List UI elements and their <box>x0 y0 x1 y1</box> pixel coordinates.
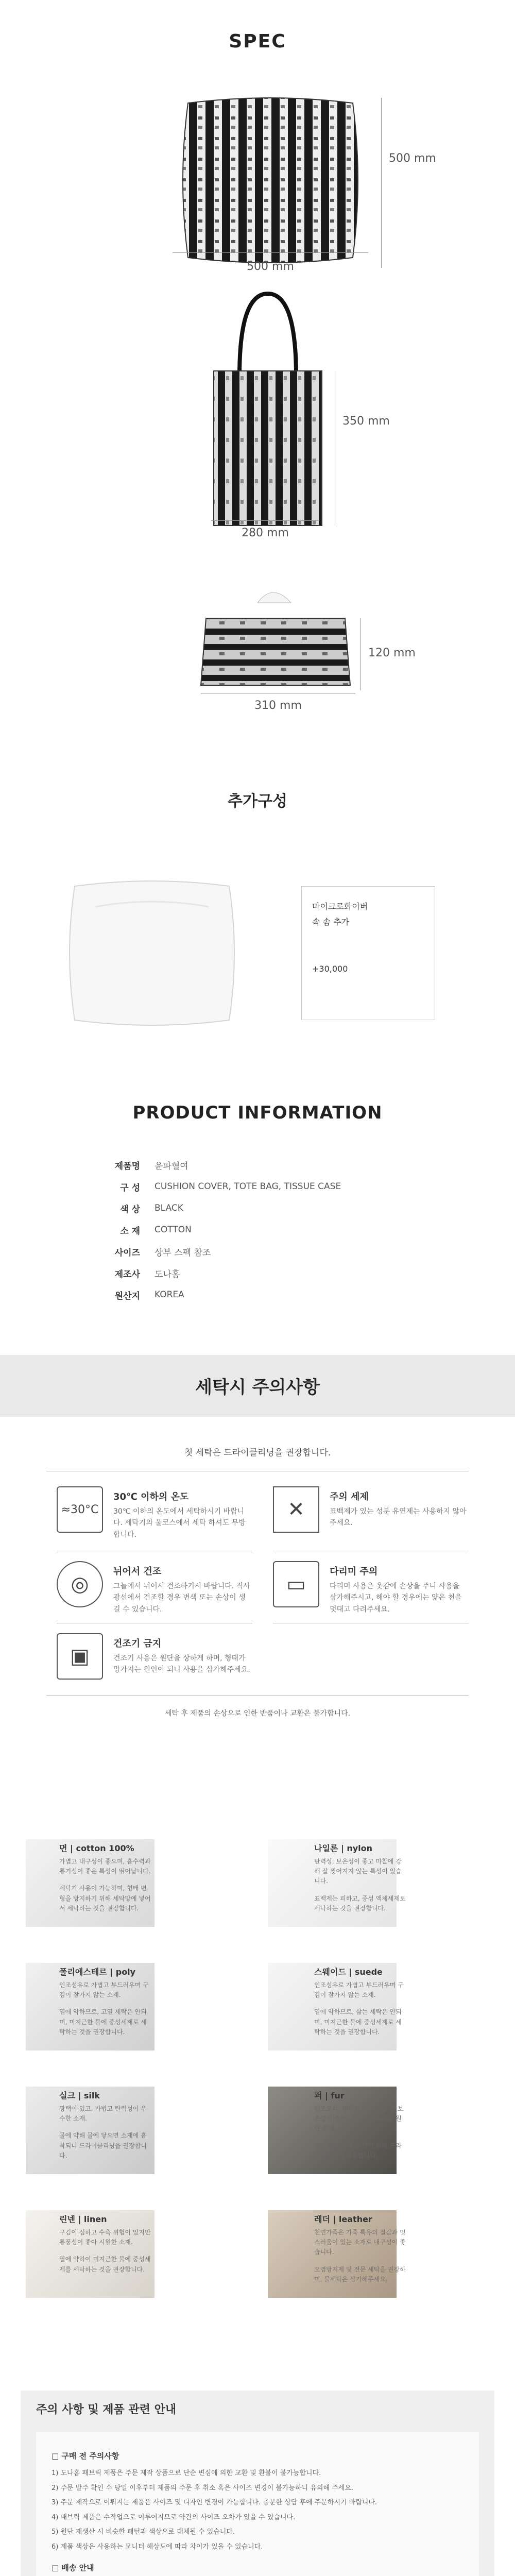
pi-key: 구 성 <box>120 1182 140 1193</box>
addon-price: +30,000 <box>312 963 348 974</box>
fabric-name: 면 <box>59 1843 67 1853</box>
fabric-sub: leather <box>338 2214 372 2224</box>
fabric-care: 털이 빠지는 것을 막기 위해 드라이클리닝을 권장합니다. <box>314 2142 402 2159</box>
fabric-name: 스웨이드 <box>314 1967 346 1977</box>
notice-panel <box>21 2391 494 2576</box>
pi-key: 제조사 <box>114 1269 140 1280</box>
wash-item-desc: 그늘에서 뉘어서 건조하기시 바랍니다. 직사광선에서 건조할 경우 변색 또는 손상이 생길 수 있습니다. <box>113 1582 250 1614</box>
fabric-name: 실크 <box>59 2091 75 2100</box>
dry-flat-icon: ◎ <box>57 1561 103 1607</box>
wash-note: 세탁 후 제품의 손상으로 인한 반품이나 교환은 불가합니다. <box>164 1709 351 1718</box>
fabric-fur: 퍼 | fur 인조모피, 레이션 위 털실을 짠 보온성이 좋고, 촉감이 부드러운 원단 소재. 털이 빠지는 것을 막기 위해 드라이클리닝을 권장합니다. <box>314 2089 407 2161</box>
water-temp-icon: ≈30°C <box>57 1486 103 1533</box>
fabric-desc: 구김이 심하고 수축 위험이 있지만 통풍성이 좋아 시원한 소재. <box>59 2229 151 2246</box>
fabric-care: 표백제는 피하고, 중성 액체세제로 세탁하는 것을 권장합니다. <box>314 1894 406 1912</box>
pi-key: 사이즈 <box>114 1247 140 1258</box>
wash-item-title: 다리미 주의 <box>330 1566 378 1577</box>
fabric-desc: 인조섬유로 가볍고 부드러우며 구김이 잘가지 않는 소재. <box>59 1981 149 1999</box>
fabric-desc: 인조모피, 레이션 위 털실을 짠 보온성이 좋고, 촉감이 부드러운 원단 소재. <box>314 2105 404 2132</box>
pi-key: 소 재 <box>120 1226 140 1236</box>
tissue-height-label: 120 mm <box>368 647 416 659</box>
fabric-sub: fur <box>331 2091 345 2100</box>
pi-value: KOREA <box>154 1290 184 1300</box>
product-info-row <box>98 1219 427 1241</box>
addon-line2: 속 솜 추가 <box>312 917 349 927</box>
fabric-poly: 폴리에스테르 | poly 인조섬유로 가볍고 부드러우며 구김이 잘가지 않는 소재. 열에 약하므로, 고열 세탁은 안되며, 미지근한 물에 중성세제로 세탁하는 것을 권장합니다. <box>59 1965 152 2037</box>
fabric-desc: 인조섬유로 가볍고 부드러우며 구김이 잘가지 않는 소재. <box>314 1981 404 1999</box>
fabric-care: 열에 약하여 미지근한 물에 중성세제를 세탁하는 것을 권장합니다. <box>59 2256 151 2273</box>
product-info-row <box>98 1176 427 1197</box>
no-iron-icon: ▭ <box>273 1561 319 1607</box>
fabric-desc: 가볍고 내구성이 좋으며, 흡수력과 통기성이 좋은 특성이 뛰어납니다. <box>59 1858 151 1875</box>
fabric-desc: 광택이 있고, 가볍고 탄력성이 우수한 소재. <box>59 2105 147 2123</box>
fabric-care: 세탁기 사용이 가능하며, 형태 변형을 방지하기 위해 세탁망에 넣어서 세탁하는 것을 권장합니다. <box>59 1885 151 1912</box>
pi-value: CUSHION COVER, TOTE BAG, TISSUE CASE <box>154 1181 341 1192</box>
pi-value: 윤파혈여 <box>154 1161 188 1172</box>
fabric-sub: poly <box>115 1967 136 1977</box>
pi-key: 제품명 <box>114 1161 140 1172</box>
pi-value: BLACK <box>154 1203 183 1213</box>
fabric-linen: 린넨 | linen 구김이 심하고 수축 위험이 있지만 통풍성이 좋아 시원한 소재. 열에 약하여 미지근한 물에 중성세제를 세탁하는 것을 권장합니다. <box>59 2213 152 2275</box>
fabric-care: 열에 약하므로, 고열 세탁은 안되며, 미지근한 물에 중성세제로 세탁하는 것을 권장합니다. <box>59 2008 147 2036</box>
no-bleach-icon: ✕ <box>273 1486 319 1533</box>
notice-section-label: 구매 전 주의사항 <box>61 2451 119 2461</box>
bag-width-line <box>211 520 319 521</box>
pi-value: 도나홈 <box>154 1269 180 1280</box>
notice-line: 3) 주문 제작으로 이뤄지는 제품은 사이즈 및 디자인 변경이 가능합니다. 충분한 상담 후에 주문하시기 바랍니다. <box>52 2499 377 2507</box>
wash-item-title: 건조기 금지 <box>113 1638 162 1649</box>
notice-section-title: □ 구매 전 주의사항 <box>52 2451 119 2461</box>
wash-item-title: 뉘어서 건조 <box>113 1566 162 1577</box>
tissue-height-line <box>360 618 361 690</box>
fabric-care: 오염방지제 및 전문 세탁을 권장하며, 물세탁은 삼가해주세요. <box>314 2265 406 2283</box>
notice-title: 주의 사항 및 제품 관련 안내 <box>36 2403 177 2416</box>
pi-key: 원산지 <box>114 1291 140 1301</box>
bag-width-label: 280 mm <box>242 527 289 539</box>
notice-line: 1) 도나홈 패브릭 제품은 주문 제작 상품으로 단순 변심에 의한 교환 및 환불이 불가능합니다. <box>52 2469 321 2477</box>
notice-line: 5) 원단 재생산 시 비슷한 패턴과 색상으로 대체될 수 있습니다. <box>52 2528 235 2536</box>
pi-key: 색 상 <box>120 1204 140 1215</box>
fabric-sub: suede <box>354 1967 383 1977</box>
product-info-row <box>98 1197 427 1219</box>
product-info-title: PRODUCT INFORMATION <box>132 1103 383 1123</box>
tissue-width-label: 310 mm <box>254 699 302 712</box>
fabric-name: 퍼 <box>314 2091 322 2100</box>
wash-subtitle: 첫 세탁은 드라이클리닝을 권장합니다. <box>184 1448 331 1458</box>
fabric-name: 폴리에스테르 <box>59 1967 107 1977</box>
notice-section-label: 배송 안내 <box>61 2563 94 2572</box>
product-info-row <box>98 1262 427 1284</box>
notice-line: 6) 제품 색상은 사용하는 모니터 해상도에 따라 차이가 있을 수 있습니다. <box>52 2543 263 2551</box>
fabric-name: 나일론 <box>314 1843 338 1853</box>
wash-item-desc: 건조기 사용은 원단을 상하게 하며, 형태가 망가지는 원인이 되니 사용을 삼가해주세요. <box>113 1654 250 1674</box>
fabric-sub: nylon <box>347 1843 373 1853</box>
fabric-care: 물에 약해 물에 닿으면 소재에 흡착되니 드라이클리닝을 권장합니다. <box>59 2132 147 2159</box>
notice-line: 2) 주문 발주 확인 수 당일 이후부터 제품의 주문 후 취소 혹은 사이즈 변경이 불가능하니 유의해 주세요. <box>52 2484 353 2492</box>
tissue-case-image <box>196 582 355 696</box>
wash-item-title: 주의 세제 <box>330 1492 369 1502</box>
addon-option-box[interactable] <box>301 886 435 1020</box>
no-dryer-icon: ▣ <box>57 1633 103 1680</box>
product-info-row <box>98 1154 427 1176</box>
fabric-leather: 레더 | leather 천연가죽은 가죽 특유의 질감과 멋스러움이 있는 소재로 내구성이 좋습니다. 오염방지제 및 전문 세탁을 권장하며, 물세탁은 삼가해주세요. <box>314 2213 407 2284</box>
pillow-height-line <box>381 98 382 268</box>
fabric-nylon: 나일론 | nylon 탄력성, 보온성이 좋고 마찰에 강해 잘 찢어지지 않는 특성이 있습니다. 표백제는 피하고, 중성 액체세제로 세탁하는 것을 권장합니다. <box>314 1842 407 1913</box>
notice-line: 4) 패브릭 제품은 수작업으로 이루어지므로 약간의 사이즈 오차가 있을 수 있습니다. <box>52 2513 296 2521</box>
wash-item-desc: 다리미 사용은 옷감에 손상을 주니 사용을 삼가해주시고, 해야 할 경우에는 얇은 천을 덧대고 다려주세요. <box>330 1582 462 1614</box>
pi-value: COTTON <box>154 1225 192 1235</box>
pillow-width-label: 500 mm <box>247 260 294 273</box>
addon-title: 추가구성 <box>228 792 287 810</box>
bag-height-label: 350 mm <box>342 415 390 428</box>
fabric-care: 열에 약하므로, 삶는 세탁은 안되며, 미지근한 물에 중성세제로 세탁하는 것을 권장합니다. <box>314 2008 402 2036</box>
fabric-sub: linen <box>83 2214 107 2224</box>
fabric-name: 린넨 <box>59 2214 75 2224</box>
wash-item-desc: 30℃ 이하의 온도에서 세탁하시기 바랍니다. 세탁기의 울코스에서 세탁 하셔도 무방합니다. <box>113 1507 246 1539</box>
fabric-name: 레더 <box>314 2214 330 2224</box>
wash-title: 세탁시 주의사항 <box>195 1377 320 1398</box>
pillow-width-line <box>173 252 368 253</box>
notice-section-title: □ 배송 안내 <box>52 2563 94 2572</box>
wash-item-title: 30℃ 이하의 온도 <box>113 1492 189 1502</box>
fabric-silk: 실크 | silk 광택이 있고, 가볍고 탄력성이 우수한 소재. 물에 약해 물에 닿으면 소재에 흡착되니 드라이클리닝을 권장합니다. <box>59 2089 152 2161</box>
addon-line1: 마이크로화이버 <box>312 902 368 911</box>
pi-value: 상부 스펙 참조 <box>154 1247 211 1258</box>
fabric-desc: 천연가죽은 가죽 특유의 질감과 멋스러움이 있는 소재로 내구성이 좋습니다. <box>314 2229 406 2256</box>
tote-bag-image <box>203 289 332 531</box>
fabric-sub: cotton 100% <box>76 1843 134 1853</box>
spec-title: SPEC <box>229 31 286 52</box>
product-info-table <box>98 1154 427 1306</box>
product-info-row <box>98 1284 427 1306</box>
fabric-cotton: 면 | cotton 100% 가볍고 내구성이 좋으며, 흡수력과 통기성이 좋은 특성이 뛰어납니다. 세탁기 사용이 가능하며, 형태 변형을 방지하기 위해 세탁망에 넣어서 세탁하는 것을 권장합니다. <box>59 1842 152 1913</box>
fabric-desc: 탄력성, 보온성이 좋고 마찰에 강해 잘 찢어지지 않는 특성이 있습니다. <box>314 1858 402 1885</box>
wash-item-desc: 표백제가 있는 성분 유연제는 사용하지 않아주세요. <box>330 1507 467 1528</box>
inner-pillow-image <box>64 876 239 1030</box>
product-info-row <box>98 1241 427 1262</box>
fabric-sub: silk <box>83 2091 100 2100</box>
wash-divider <box>46 1695 469 1696</box>
notice-content <box>36 2432 479 2576</box>
pillow-height-label: 500 mm <box>389 152 436 165</box>
fabric-suede: 스웨이드 | suede 인조섬유로 가볍고 부드러우며 구김이 잘가지 않는 소재. 열에 약하므로, 삶는 세탁은 안되며, 미지근한 물에 중성세제로 세탁하는 것을 권장합니다. <box>314 1965 407 2037</box>
pillow-image <box>173 93 368 268</box>
